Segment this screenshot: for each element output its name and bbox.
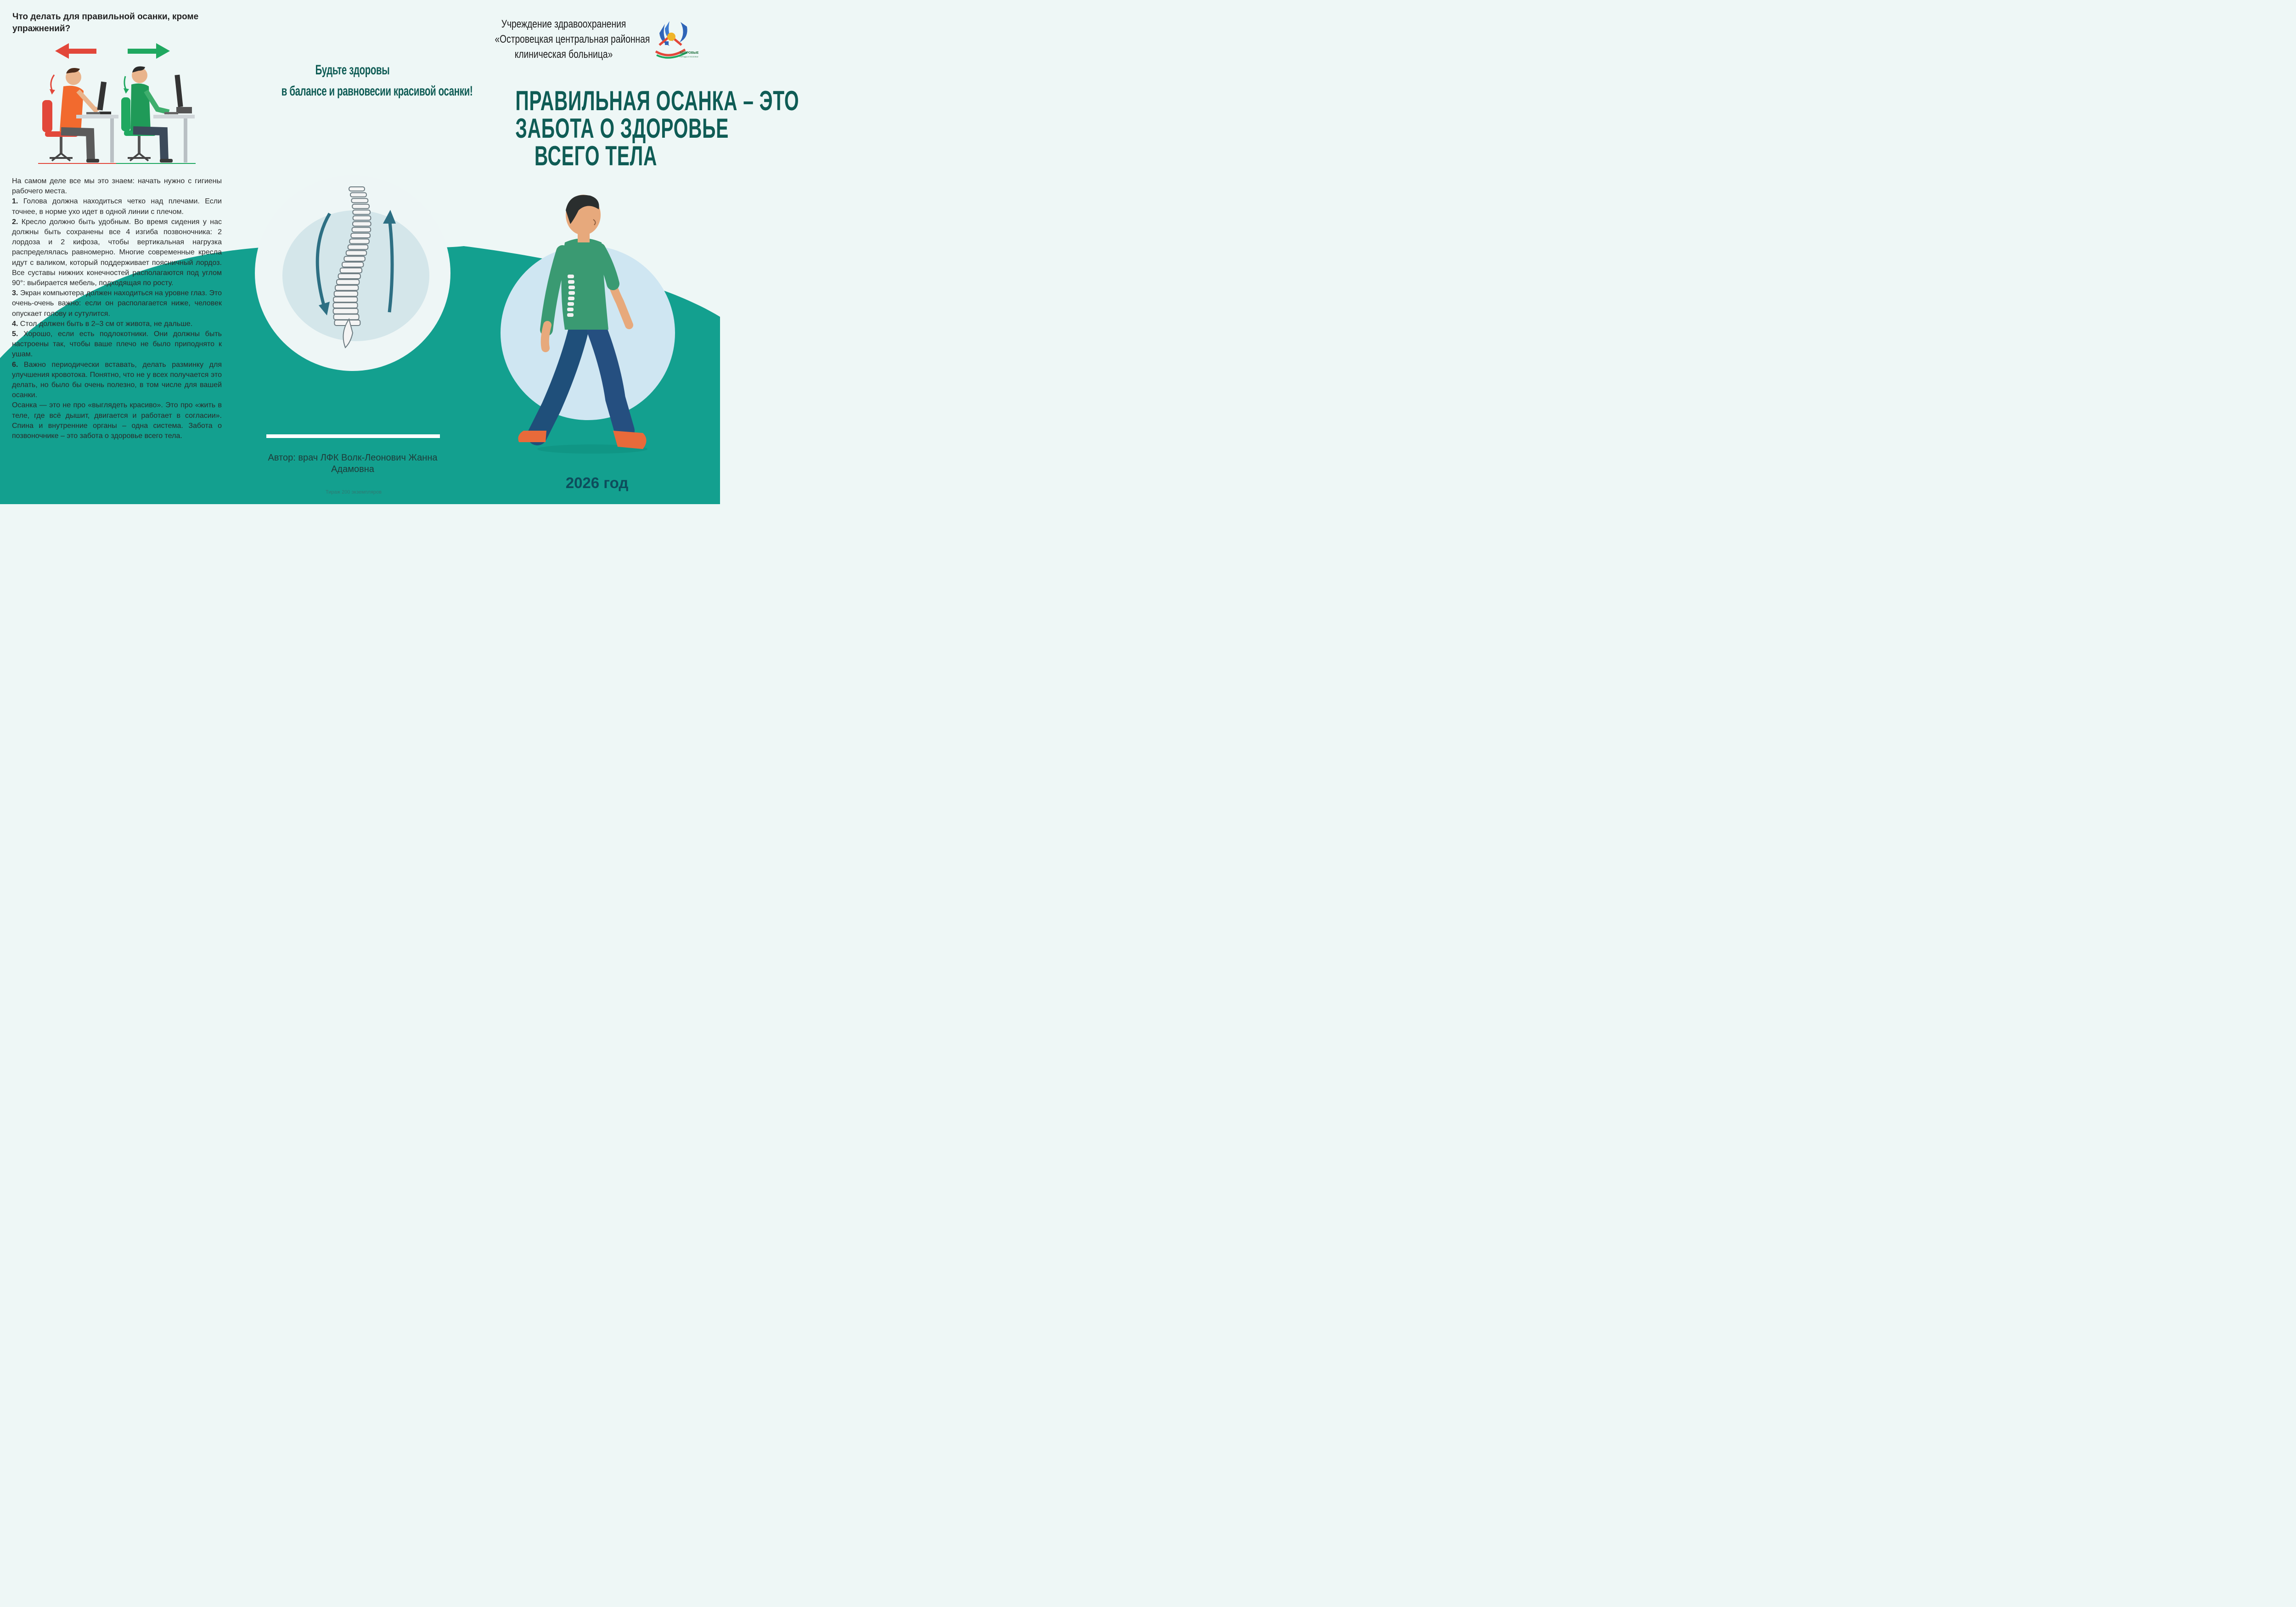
left-heading: Что делать для правильной осанки, кроме упражнений? — [12, 12, 199, 34]
vertebra — [352, 204, 369, 208]
circulation-text: Тираж 200 экземпляров — [326, 489, 382, 495]
main-title — [515, 85, 799, 171]
organization-name — [495, 17, 650, 62]
title-line: ПРАВИЛЬНАЯ ОСАНКА – ЭТО — [515, 85, 799, 116]
left-body-text — [12, 176, 222, 441]
list-item: 3. Экран компьютера должен находиться на уровне глаз. Это очень-очень важно: если он располагается ниже, человек опускает голову и сутулится. — [12, 289, 222, 318]
divider-line — [266, 434, 440, 438]
slogan-line: Будьте здоровы — [315, 62, 390, 78]
vertebra — [333, 297, 357, 302]
logo-text: ЗДОРОВЫЕ — [680, 51, 699, 55]
brochure-page — [0, 0, 799, 504]
vertebra — [333, 303, 358, 308]
sitting-posture-illustration — [36, 40, 197, 167]
closing-paragraph: Осанка — это не про «выглядеть красиво». Это про «жить в теле, где всё дышит, двигается и работает в согласии». Спина и внутренние органы – одна система. Забота о позвоночнике – это забота о здоровье всего тела. — [12, 401, 222, 440]
list-item: 4. Стол должен быть в 2–3 см от живота, не дальше. — [12, 320, 193, 328]
good-posture-figure — [121, 67, 173, 163]
org-line: «Островецкая центральная районная — [495, 33, 650, 45]
logo-subtext: ГОРОДА И ПОСЕЛКИ — [680, 56, 698, 58]
org-line: клиническая больница» — [514, 48, 613, 61]
list-item: 6. Важно периодически вставать, делать разминку для улучшения кровотока. Понятно, что не у всех получается это делать, но было бы очень полезно, в том числе для вашей осанки. — [12, 360, 222, 399]
vertebra — [334, 314, 359, 320]
vertebra — [346, 251, 367, 255]
up-arrow-icon — [383, 210, 396, 312]
green-arrow-right-icon — [128, 43, 170, 59]
org-line: Учреждение здравоохранения — [501, 18, 626, 30]
vertebra — [333, 309, 358, 314]
walking-man-illustration — [505, 192, 657, 463]
list-item: 5. Хорошо, если есть подлокотники. Они должны быть настроены так, чтобы ваше плечо не было приподнято к ушам. — [12, 330, 222, 359]
vertebra — [334, 291, 358, 296]
vertebra — [353, 210, 370, 214]
title-line: ВСЕГО ТЕЛА — [534, 140, 658, 171]
vertebra — [349, 239, 369, 244]
vertebra — [353, 216, 371, 220]
vertebra — [337, 280, 359, 285]
vertebra — [342, 262, 363, 267]
list-item: 2. Кресло должно быть удобным. Во время сидения у нас должны быть сохранены все 4 изгиба позвоночника: 2 лордоза и 2 кифоза, чтобы вертикальная нагрузка распределялась равномерно. Многие современные кресла идут с валиком, который поддерживает поясничный лордоз. Все суставы нижних конечностей располагаются под углом 90°: выбирается мебель, подходящая по росту. — [12, 218, 222, 287]
vertebra — [353, 222, 371, 226]
vertebra — [350, 193, 366, 197]
down-arrow-icon — [317, 214, 330, 315]
spine-icon — [303, 181, 404, 354]
vertebra — [349, 187, 365, 191]
slogan-line: в балансе и равновесии красивой осанки! — [281, 84, 473, 99]
vertebra — [351, 198, 368, 202]
slogan — [281, 60, 473, 102]
year-text: 2026 год — [565, 474, 629, 491]
vertebra — [344, 256, 365, 261]
author-text: Автор: врач ЛФК Волк-Леонович Жанна Адамовна — [268, 453, 438, 474]
list-item: 1. Голова должна находиться четко над плечами. Если точнее, в норме ухо идет в одной линии с плечом. — [12, 197, 222, 216]
vertebra — [340, 268, 362, 273]
vertebra — [348, 245, 368, 249]
vertebra — [338, 274, 360, 279]
healthy-cities-logo — [651, 19, 703, 62]
good-desk — [153, 75, 195, 163]
red-arrow-left-icon — [55, 43, 96, 59]
vertebra — [352, 227, 371, 232]
title-line: ЗАБОТА О ЗДОРОВЬЕ — [515, 113, 729, 144]
vertebra — [335, 285, 358, 290]
vertebra — [351, 233, 370, 238]
intro-paragraph: На самом деле все мы это знаем: начать нужно с гигиены рабочего места. — [12, 177, 222, 196]
